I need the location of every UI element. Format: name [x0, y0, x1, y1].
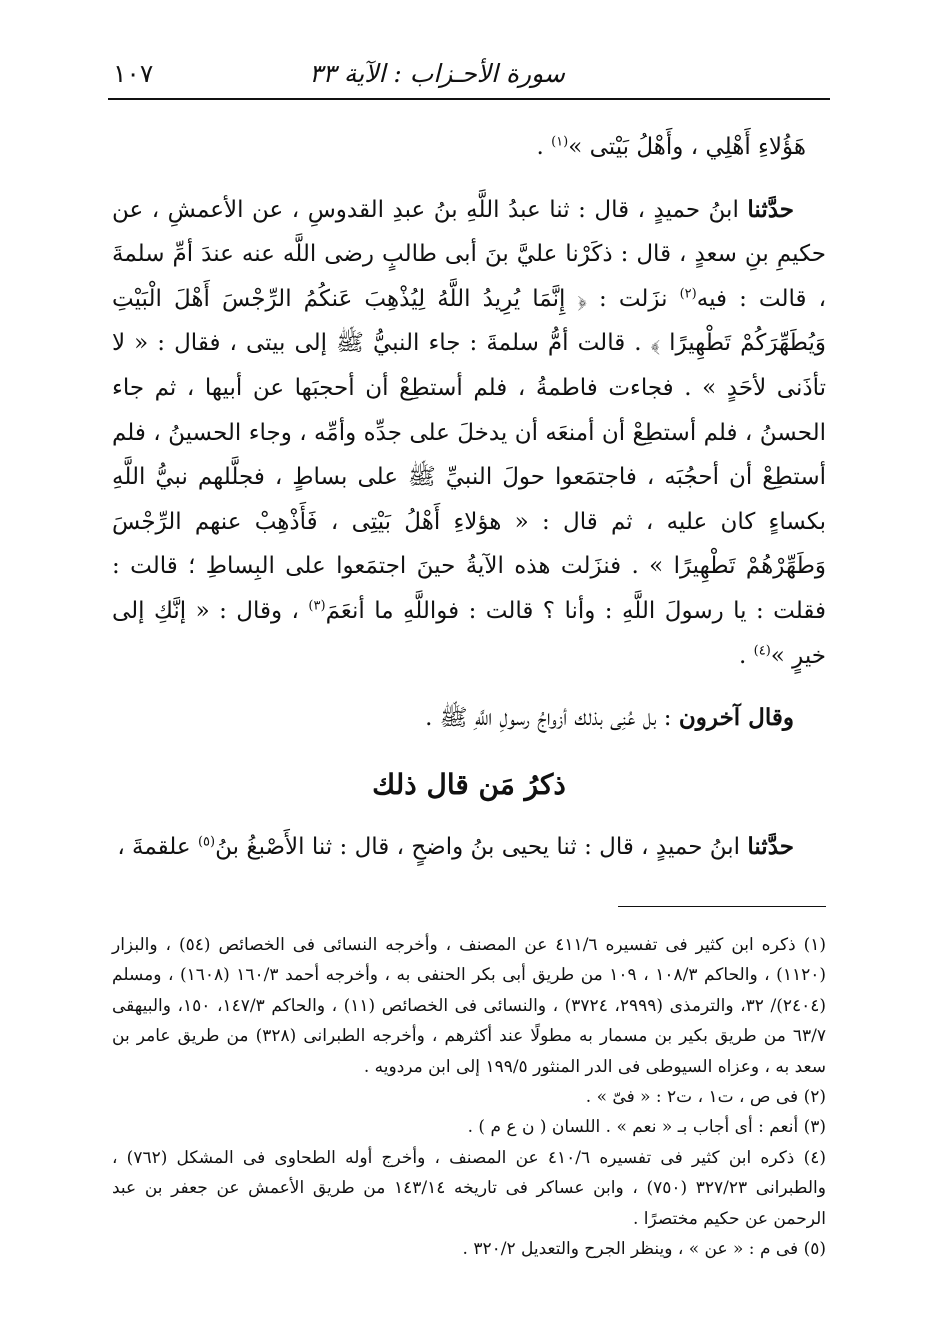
- paragraph-continuation: [112, 125, 826, 170]
- footnote-ref-3: (٣): [308, 598, 326, 614]
- paragraph-text: : بل عُنِى بذلك أزواجُ رسولِ اللَّهِ ﷺ .: [425, 705, 672, 732]
- paragraph-text-a: ابنُ حميدٍ ، قال : ثنا يحيى بنُ واضحٍ ، قال : ثنا الأَصْبغُ بنُ: [215, 834, 741, 861]
- footnote-4: (٤) ذكره ابن كثير فى تفسيره ٤١٠/٦ عن المصنف ، وأخرج أوله الطحاوى فى المشكل (٧٦٢) ، والطبرانى ٣٢٧/٢٣ (٧٥٠) ، وابن عساكر فى تاريخه ١٤٣/١٤ من طريق الأعمش عن جعفر بن عبد الرحمن عن حكيم مختصرًا .: [112, 1147, 826, 1229]
- footnote-3: (٣) أنعم : أى أجاب بـ « نعم » . اللسان ( ن ع م ) .: [467, 1117, 826, 1138]
- paragraph-lead: وقال آخرون: [678, 704, 794, 732]
- running-header: [108, 55, 830, 97]
- footnote-ref-5: (٥): [197, 834, 216, 850]
- header-rule: [108, 98, 830, 100]
- section-heading: ذكرُ مَن قال ذلك: [372, 767, 566, 801]
- paragraph-hadith-2: [112, 825, 826, 870]
- footnotes: [112, 930, 826, 1264]
- footnote-rule: [618, 906, 826, 907]
- footnote-ref-4: (٤): [753, 642, 771, 658]
- paragraph-hadith-1: [112, 188, 826, 679]
- paragraph-text-a: ابنُ حميدٍ ، قال : ثنا عبدُ اللَّهِ بنُ عبدِ القدوسِ ، عن الأعمشِ ، عن حكيمِ بنِ سعدٍ ، قال : ذكَرْنا عليَّ بنَ أبى طالبٍ رضى اللَّه عنه عندَ أمِّ سلمةَ ، قالت : فيه: [112, 196, 827, 312]
- footnote-5: (٥) فى م : « عن » ، وينظر الجرح والتعديل ٣٢٠/٢ .: [462, 1239, 826, 1260]
- header-title: سورة الأحـزاب : الآية ٣٣: [309, 59, 565, 88]
- continuation-end: .: [536, 134, 544, 160]
- paragraph-text-b: علقمةَ ،: [117, 834, 191, 861]
- main-text: [112, 125, 826, 870]
- paragraph-lead: حدَّثنا: [747, 195, 795, 223]
- footnote-2: (٢) فى ص ، ت١ ، ت٢ : « فىّ » .: [585, 1087, 826, 1108]
- paragraph-text-b: نزَلت : ﴿ إِنَّمَا يُرِيدُ اللَّهُ لِيُذْهِبَ عَنكُمُ الرِّجْسَ أَهْلَ الْبَيْتِ وَيُطَهِّرَكُمْ تَطْهِيرًا ﴾ . قالت أمُّ سلمةَ : جاء النبيُّ ﷺ إلى بيتى ، فقال : « لا تأذَنى لأحَدٍ » . فجاءت فاطمةُ ، فلم أستطِعْ أن أحجبَها عن أبيها ، ثم جاء الحسنُ ، فلم أستطِعْ أن أمنعَه أن يدخلَ على جدِّه وأمِّه ، وجاء الحسينُ ، فلم أستطِعْ أن أحجُبَه ، فاجتمَعوا حولَ النبيِّ ﷺ على بساطٍ ، فجلَّلهم نبيُّ اللَّهِ بكساءٍ كان عليه ، ثم قال : « هؤلاءِ أَهْلُ بَيْتِى ، فَأَذْهِبْ عنهم الرِّجْسَ وَطَهِّرْهُمْ تَطْهِيرًا » . فنزَلت هذه الآيةُ حينَ اجتمَعوا على البِساطِ ؛ قالت : فقلت : يا رسولَ اللَّهِ : وأنا ؟ قالت : فواللَّهِ ما أنعَمَ: [112, 285, 827, 624]
- paragraph-text-c: ، وقال : « إنَّكِ إلى خيرٍ »: [112, 597, 826, 669]
- footnote-ref-2: (٢): [679, 286, 697, 302]
- footnote-1: (١) ذكره ابن كثير فى تفسيره ٤١١/٦ عن المصنف ، وأخرجه النسائى فى الخصائص (٥٤) ، والبزار (١١٢٠) ، والحاكم ١٠٨/٣ ، ١٠٩ من طريق أبى بكر الحنفى به ، وأخرجه أحمد ١٦٠/٣ (١٦٠٨) ، ومسلم (٢٤٠٤)/ ٣٢، والترمذى (٢٩٩٩، ٣٧٢٤) ، والنسائى فى الخصائص (١١) ، والحاكم ١٤٧/٣، ١٥٠، والبيهقى ٦٣/٧ من طريق بكير بن مسمار به مطولًا عند أكثرهم ، وأخرجه الطبرانى (٣٢٨) من طريق عامر بن سعد به ، وعزاه السيوطى فى الدر المنثور ١٩٩/٥ إلى ابن مردويه .: [112, 935, 827, 1077]
- continuation-text: هَؤُلاءِ أَهْلِي ، وأَهْلُ بَيْتى »: [568, 134, 806, 160]
- footnote-ref-1: (١): [551, 134, 569, 150]
- paragraph-end: .: [739, 642, 747, 669]
- page-number: ١٠٧: [113, 59, 154, 88]
- paragraph-others: [112, 696, 826, 741]
- paragraph-lead: حدَّثنا: [747, 833, 794, 861]
